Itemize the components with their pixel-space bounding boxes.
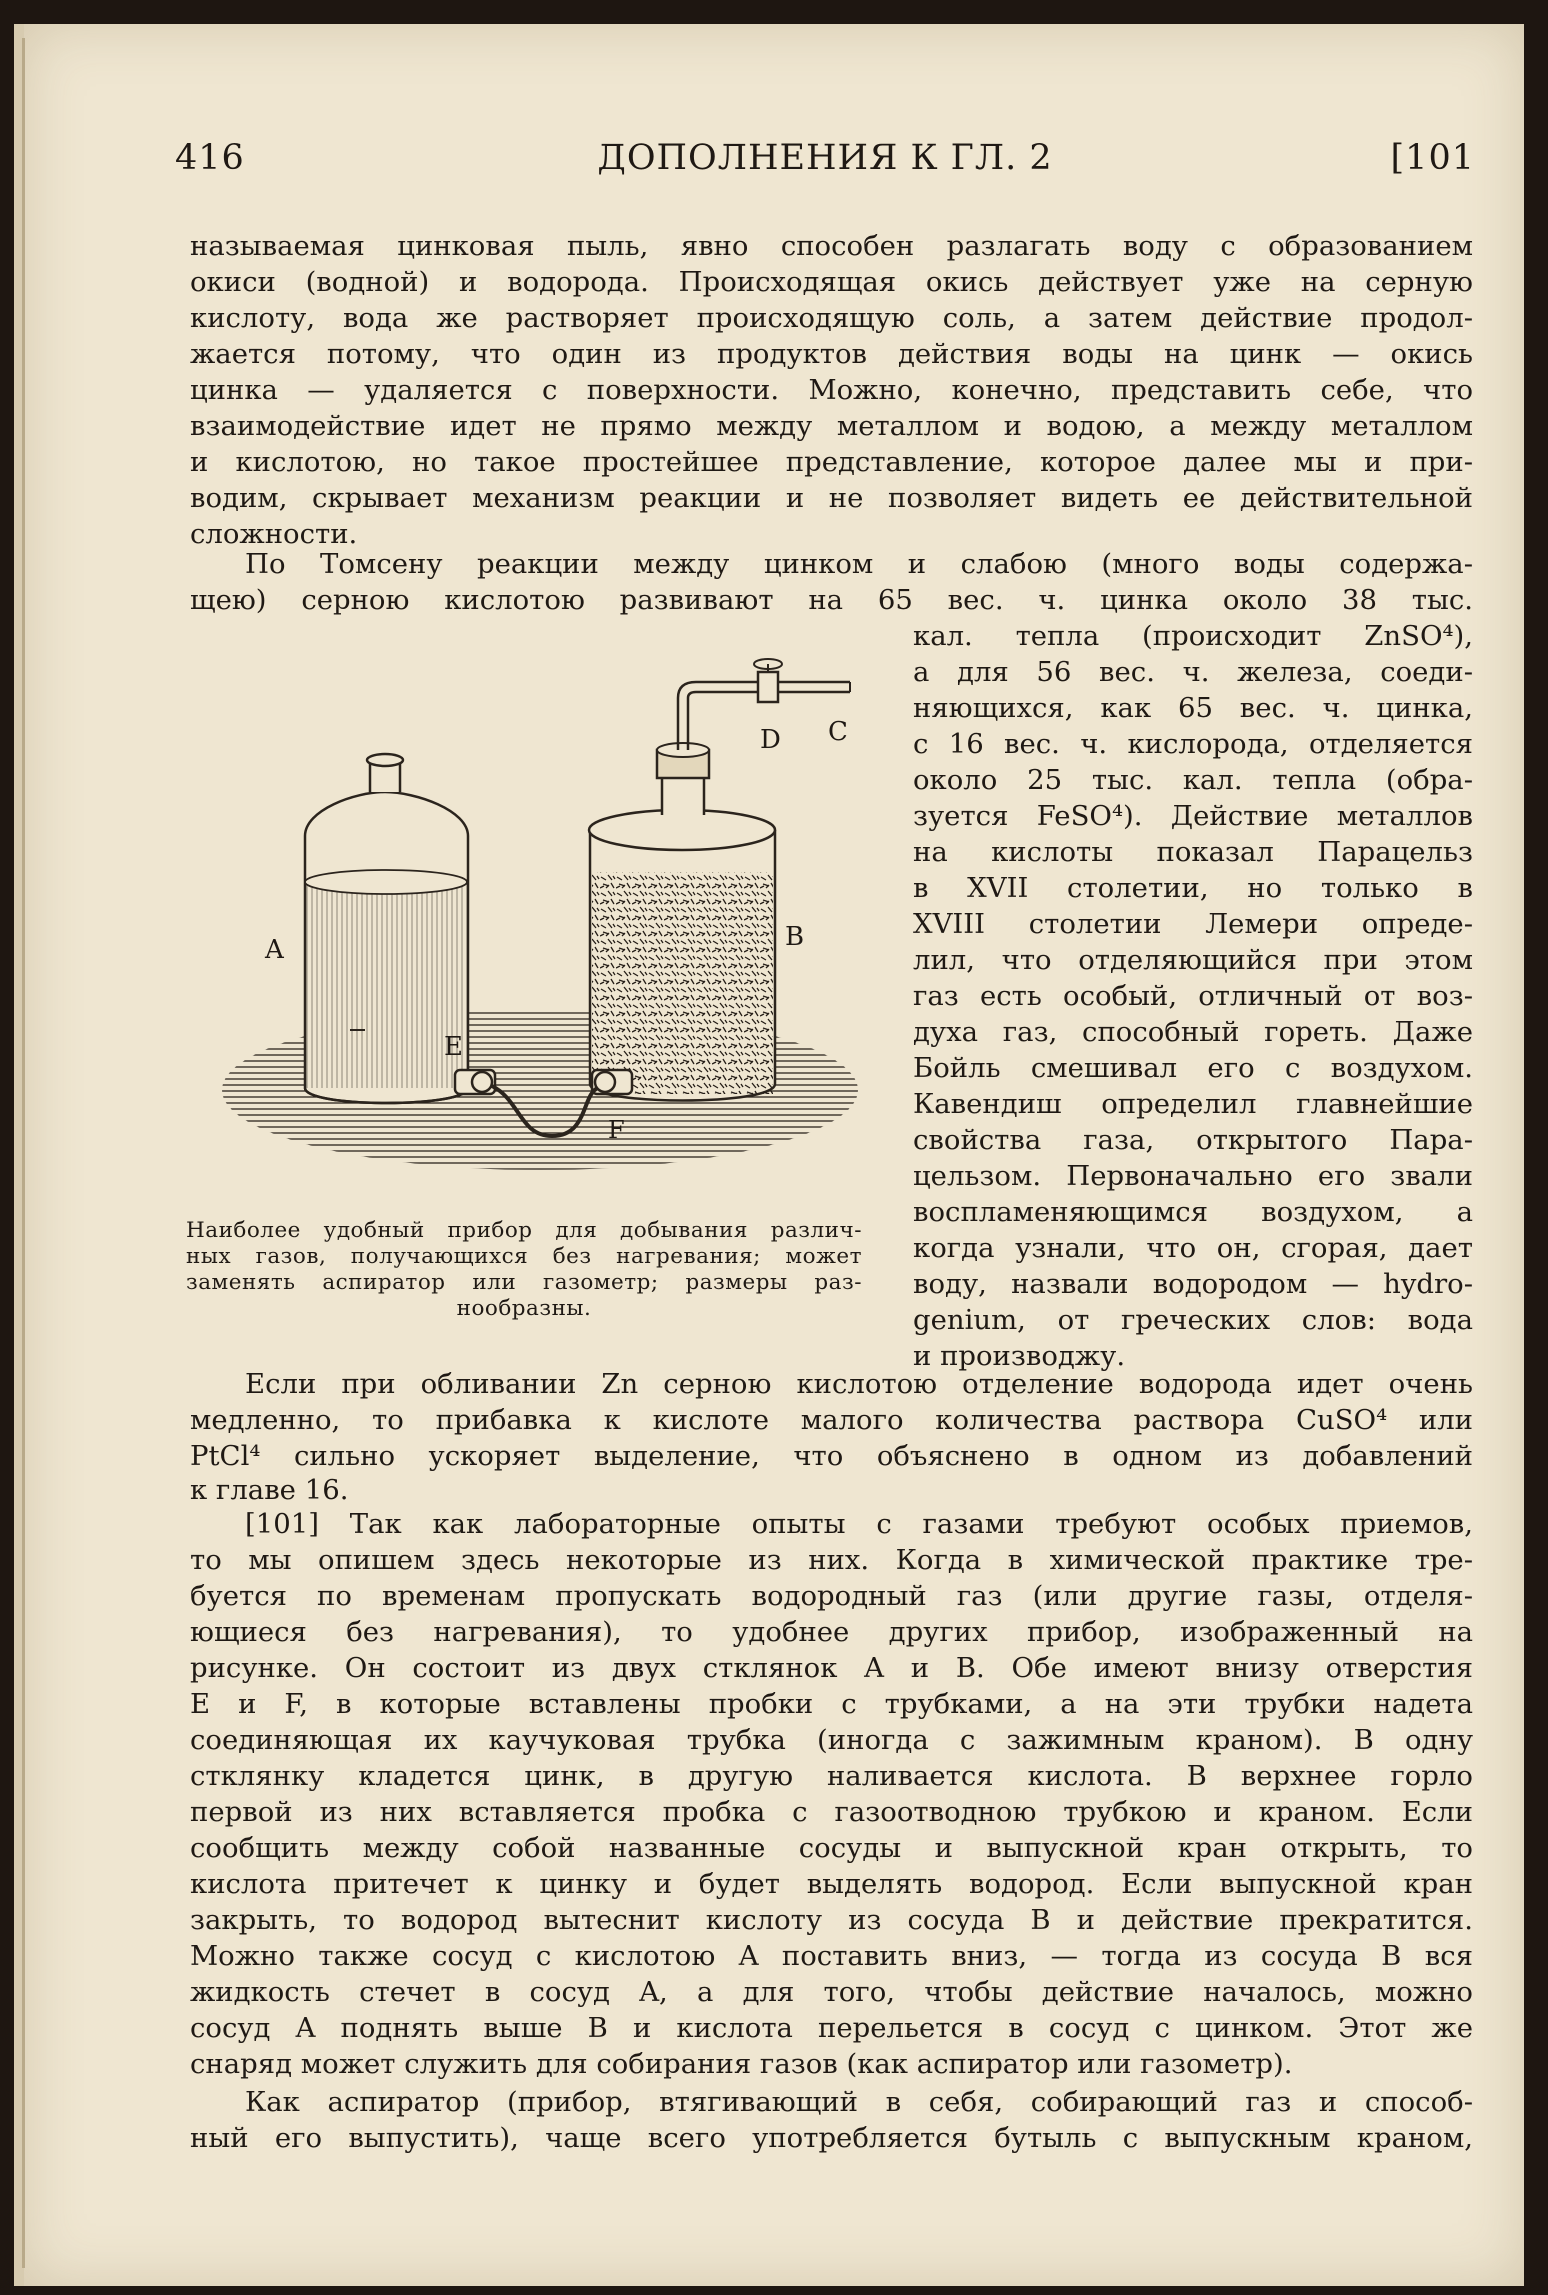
label-d: D [760, 725, 781, 755]
apparatus-illustration [200, 650, 870, 1210]
text-line: окиси (водной) и водорода. Происходящая окись действует уже на серную [190, 266, 1473, 298]
text-line: ный его выпустить), чаще всего употребляется бутыль с выпускным краном, [190, 2122, 1473, 2154]
text-line: первой из них вставляется пробка с газоотводною трубкою и краном. Если [190, 1796, 1473, 1828]
text-line: [101] Так как лабораторные опыты с газами требуют особых приемов, [245, 1508, 1473, 1540]
text-line: стклянку кладется цинк, в другую наливается кислота. В верхнее горло [190, 1760, 1473, 1792]
text-line: воду, назвали водородом — hydro- [913, 1268, 1473, 1300]
apparatus-figure [200, 650, 870, 1210]
text-line: жается потому, что один из продуктов действия воды на цинк — окись [190, 338, 1473, 370]
text-line: духа газ, способный гореть. Даже [913, 1016, 1473, 1048]
text-line: кал. тепла (происходит ZnSO⁴), [913, 620, 1473, 652]
text-line: ющиеся без нагревания), то удобнее других прибор, изображенный на [190, 1616, 1473, 1648]
text-line: в XVII столетии, но только в [913, 872, 1473, 904]
text-line: лил, что отделяющийся при этом [913, 944, 1473, 976]
text-line: сосуд A поднять выше B и кислота перельется в сосуд с цинком. Этот же [190, 2012, 1473, 2044]
text-line: около 25 тыс. кал. тепла (обра- [913, 764, 1473, 796]
text-line: воспламеняющимся воздухом, а [913, 1196, 1473, 1228]
text-line: PtCl⁴ сильно ускоряет выделение, что объяснено в одном из добавлений [190, 1440, 1473, 1472]
text-line: к главе 16. [190, 1474, 349, 1506]
bottle-b [589, 659, 850, 1101]
text-line: и кислотою, но такое простейшее представление, которое далее мы и при- [190, 446, 1473, 478]
running-header [175, 138, 1475, 188]
text-line: кислота притечет к цинку и будет выделять водород. Если выпускной кран [190, 1868, 1473, 1900]
page-edge [22, 38, 25, 2268]
text-line: щею) серною кислотою развивают на 65 вес. ч. цинка около 38 тыс. [190, 584, 1473, 616]
text-line: жидкость стечет в сосуд A, а для того, чтобы действие началось, можно [190, 1976, 1473, 2008]
text-line: водим, скрывает механизм реакции и не позволяет видеть ее действительной [190, 482, 1473, 514]
text-line: снаряд может служить для собирания газов (как аспиратор или газометр). [190, 2048, 1293, 2080]
text-line: няющихся, как 65 вес. ч. цинка, [913, 692, 1473, 724]
text-line: буется по временам пропускать водородный газ (или другие газы, отделя- [190, 1580, 1473, 1612]
text-line: Бойль смешивал его с воздухом. [913, 1052, 1473, 1084]
label-c: C [828, 717, 848, 747]
caption-line: нообразны. [456, 1296, 592, 1321]
text-line: кислоту, вода же растворяет происходящую соль, а затем действие продол- [190, 302, 1473, 334]
label-e: E [444, 1032, 463, 1062]
text-line: газ есть особый, отличный от воз- [913, 980, 1473, 1012]
text-line: По Томсену реакции между цинком и слабою (много воды содержа- [245, 548, 1473, 580]
text-line: Кавендиш определил главнейшие [913, 1088, 1473, 1120]
label-b: B [785, 922, 805, 952]
text-line: то мы опишем здесь некоторые из них. Когда в химической практике тре- [190, 1544, 1473, 1576]
text-line: сообщить между собой названные сосуды и выпускной кран открыть, то [190, 1832, 1473, 1864]
caption-line: Наиболее удобный прибор для добывания различ- [186, 1218, 862, 1243]
text-line: свойства газа, открытого Пара- [913, 1124, 1473, 1156]
text-line: genium, от греческих слов: вода [913, 1304, 1473, 1336]
text-line: закрыть, то водород вытеснит кислоту из сосуда B и действие прекратится. [190, 1904, 1473, 1936]
text-line: цельзом. Первоначально его звали [913, 1160, 1473, 1192]
label-f: F [608, 1116, 625, 1144]
text-line: с 16 вес. ч. кислорода, отделяется [913, 728, 1473, 760]
text-line: сложности. [190, 518, 358, 550]
text-line: называемая цинковая пыль, явно способен разлагать воду с образованием [190, 230, 1473, 262]
text-line: XVIII столетии Лемери опреде- [913, 908, 1473, 940]
section-marker: [101 [1390, 138, 1475, 178]
text-line: цинка — удаляется с поверхности. Можно, конечно, представить себе, что [190, 374, 1473, 406]
text-line: соединяющая их каучуковая трубка (иногда с зажимным краном). В одну [190, 1724, 1473, 1756]
text-line: Как аспиратор (прибор, втягивающий в себя, собирающий газ и способ- [245, 2086, 1473, 2118]
text-line: E и F, в которые вставлены пробки с трубками, а на эти трубки надета [190, 1688, 1473, 1720]
text-line: когда узнали, что он, сгорая, дает [913, 1232, 1473, 1264]
text-line: и производжу. [913, 1340, 1126, 1372]
caption-line: заменять аспиратор или газометр; размеры раз- [186, 1270, 862, 1295]
text-line: медленно, то прибавка к кислоте малого количества раствора CuSO⁴ или [190, 1404, 1473, 1436]
text-line: зуется FeSO⁴). Действие металлов [913, 800, 1473, 832]
figure-caption [186, 1218, 862, 1322]
caption-line: ных газов, получающихся без нагревания; может [186, 1244, 862, 1269]
text-line: Можно также сосуд с кислотою A поставить вниз, — тогда из сосуда B вся [190, 1940, 1473, 1972]
text-line: взаимодействие идет не прямо между металлом и водою, а между металлом [190, 410, 1473, 442]
text-line: а для 56 вес. ч. железа, соеди- [913, 656, 1473, 688]
label-a: A [265, 935, 284, 965]
running-title: ДОПОЛНЕНИЯ К ГЛ. 2 [597, 138, 1053, 178]
page-number: 416 [175, 138, 245, 178]
text-line: на кислоты показал Парацельз [913, 836, 1473, 868]
text-line: рисунке. Он состоит из двух стклянок A и B. Обе имеют внизу отверстия [190, 1652, 1473, 1684]
text-line: Если при обливании Zn серною кислотою отделение водорода идет очень [245, 1368, 1473, 1400]
